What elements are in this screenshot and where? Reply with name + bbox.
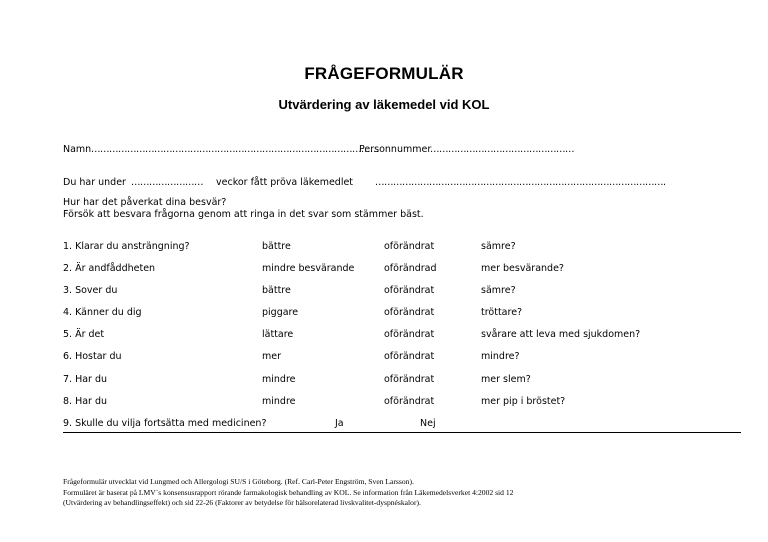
answer-option-worse[interactable]: mer slem?	[481, 374, 531, 385]
question-text: 1. Klarar du ansträngning?	[63, 241, 190, 252]
answer-option-yes[interactable]: Ja	[335, 418, 344, 429]
answer-option-unchanged[interactable]: oförändrat	[384, 374, 435, 385]
answer-option-worse[interactable]: mindre?	[481, 351, 520, 362]
question-text: 8. Har du	[63, 396, 108, 407]
answer-option-better[interactable]: lättare	[262, 329, 294, 340]
answer-option-worse[interactable]: sämre?	[481, 241, 516, 252]
question-text: 7. Har du	[63, 374, 108, 385]
instruction-line-2: Försök att besvara frågorna genom att ringa in det svar som stämmer bäst.	[63, 209, 424, 220]
medicine-field[interactable]: …………………………………………………………………………………….	[375, 177, 666, 188]
answer-option-better[interactable]: piggare	[262, 307, 299, 318]
question-row	[0, 396, 768, 410]
page-title: FRÅGEFORMULÄR	[304, 64, 464, 83]
question-row	[0, 418, 768, 432]
instruction-line-1: Hur har det påverkat dina besvär?	[63, 197, 227, 208]
page-subtitle: Utvärdering av läkemedel vid KOL	[278, 97, 490, 112]
answer-option-unchanged[interactable]: oförändrat	[384, 396, 435, 407]
question-row	[0, 374, 768, 388]
answer-option-unchanged[interactable]: oförändrat	[384, 351, 435, 362]
answer-option-better[interactable]: bättre	[262, 241, 291, 252]
footer-line-1: Frågeformulär utvecklat vid Lungmed och Allergologi SU/S i Göteborg. (Ref. Carl-Peter Engström, Sven Larsson).	[63, 477, 414, 486]
question-row	[0, 329, 768, 343]
footer-note	[63, 477, 513, 509]
question-text: 3. Sover du	[63, 285, 118, 296]
footer-line-3: (Utvärdering av behandlingseffekt) och sid 22-26 (Faktorer av betydelse för hälsorelaterad livskvalitet-dyspnéskalor).	[63, 498, 421, 507]
question-text: 4. Känner du dig	[63, 307, 142, 318]
answer-option-no[interactable]: Nej	[420, 418, 436, 429]
answer-option-worse[interactable]: svårare att leva med sjukdomen?	[481, 329, 641, 340]
question-row	[0, 285, 768, 299]
question-row	[0, 307, 768, 321]
weeks-field[interactable]: ……………………	[131, 177, 203, 188]
answer-option-better[interactable]: mindre besvärande	[262, 263, 355, 274]
question-text: 6. Hostar du	[63, 351, 122, 362]
period-label-start: Du har under	[63, 177, 126, 188]
answer-option-unchanged[interactable]: oförändrad	[384, 263, 437, 274]
question-row	[0, 351, 768, 365]
answer-option-better[interactable]: mindre	[262, 396, 296, 407]
answer-option-unchanged[interactable]: oförändrat	[384, 307, 435, 318]
question-text: 2. Är andfåddheten	[63, 263, 156, 274]
answer-option-better[interactable]: mer	[262, 351, 282, 362]
answer-option-unchanged[interactable]: oförändrat	[384, 329, 435, 340]
question-text: 5. Är det	[63, 329, 105, 340]
answer-option-worse[interactable]: sämre?	[481, 285, 516, 296]
answer-option-unchanged[interactable]: oförändrat	[384, 241, 435, 252]
answer-option-worse[interactable]: mer pip i bröstet?	[481, 396, 566, 407]
answer-option-worse[interactable]: tröttare?	[481, 307, 523, 318]
question-text: 9. Skulle du vilja fortsätta med medicinen?	[63, 418, 267, 429]
answer-option-better[interactable]: mindre	[262, 374, 296, 385]
footer-line-2: Formuläret är baserat på LMV´s konsensusrapport rörande farmakologisk behandling av KOL. Se information från Läkemedelsverket 4:2002 sid 12	[63, 487, 514, 497]
answer-option-better[interactable]: bättre	[262, 285, 291, 296]
answer-option-unchanged[interactable]: oförändrat	[384, 285, 435, 296]
name-field[interactable]: ……………………………………………………………………………………	[91, 144, 379, 155]
answer-option-worse[interactable]: mer besvärande?	[481, 263, 564, 274]
period-label-end: veckor fått pröva läkemedlet	[216, 177, 354, 188]
question-row	[0, 263, 768, 277]
name-label: Namn	[63, 144, 92, 155]
personnummer-field[interactable]: …………………………………………	[430, 144, 574, 155]
divider	[63, 432, 741, 433]
personnummer-label: Personnummer	[359, 144, 432, 155]
question-row	[0, 241, 768, 255]
